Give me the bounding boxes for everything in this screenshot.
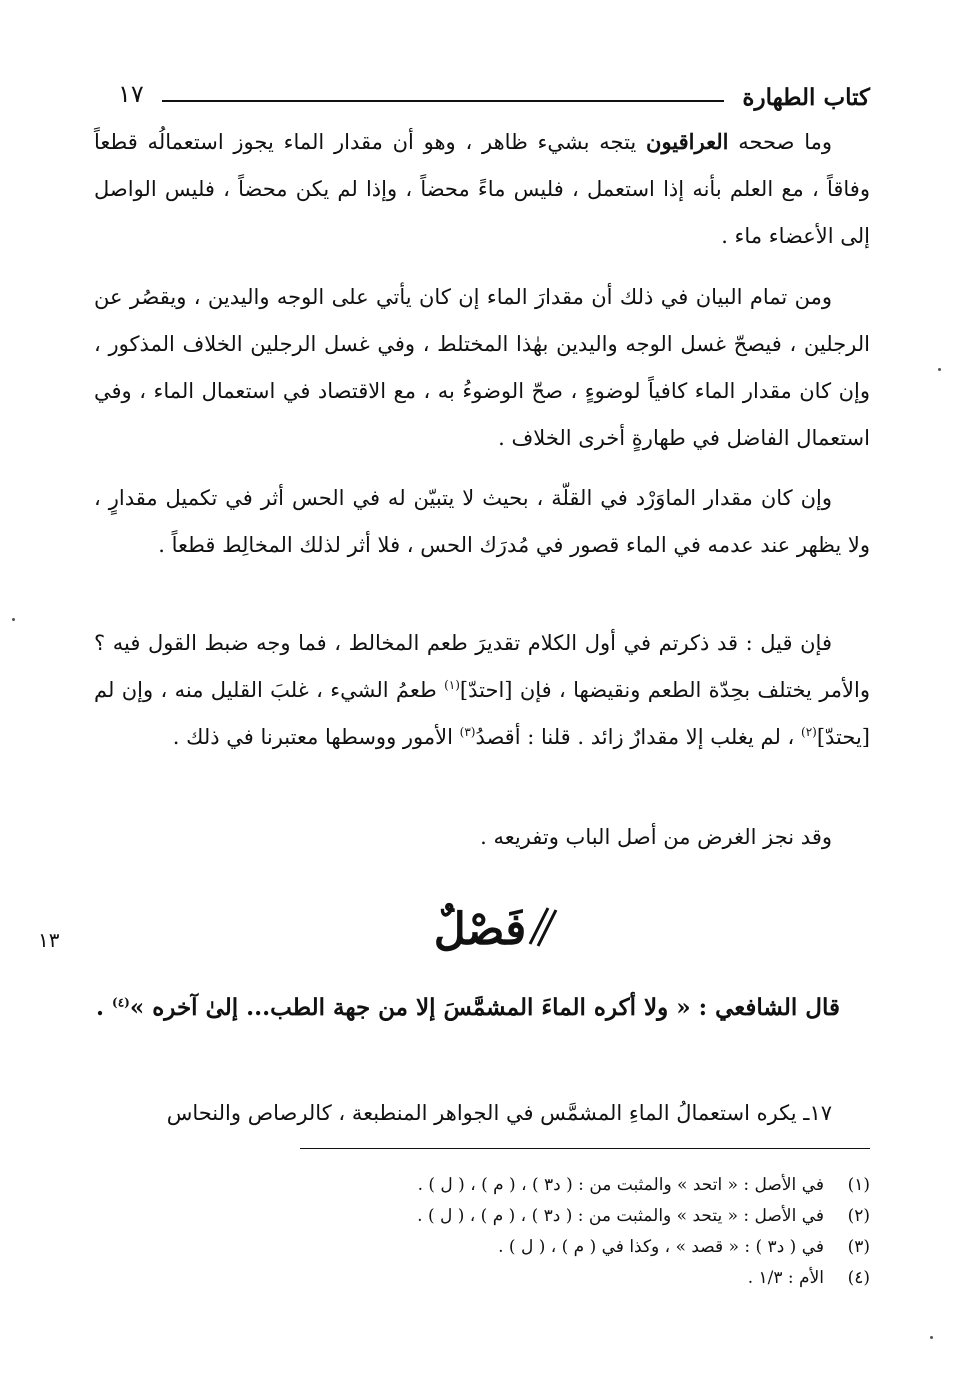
paragraph-17 [94,1090,870,1137]
paragraph-1-before: وما صححه [728,130,832,154]
footnote-number: (٣) [847,1237,870,1257]
footnote-ref-2[interactable]: (٢) [801,725,817,739]
quote-end: . [95,994,112,1021]
footnote-1 [417,1170,870,1201]
shafii-quote [94,982,870,1034]
paragraph-4 [94,620,870,761]
running-header-title: كتاب الطهارة [742,84,870,111]
footnotes-list [417,1170,870,1294]
scan-speck [938,368,941,371]
paragraph-4-part-3: ، لم يغلب إلا مقدارٌ زائد . قلنا : أقصدُ [475,725,802,749]
footnote-ref-4[interactable]: (٤) [112,995,130,1010]
footnote-4 [417,1263,870,1294]
footnote-text: في الأصل : « يتحد » والمثبت من : ( د٣ ) ، ( م ) ، ( ل ) . [417,1206,824,1226]
page-number: ١٧ [118,80,144,108]
paragraph-3-text: وإن كان مقدار الماوَرْد في القلّة ، بحيث لا يتبيّن له في الحس أثر في تكميل مقدارٍ ، ولا يظهر عند عدمه في الماء قصور في مُدرَك الحس ، فلا أثر لذلك المخالِط قطعاً . [94,486,870,557]
footnote-number: (٤) [847,1268,870,1288]
paragraph-5-text: وقد نجز الغرض من أصل الباب وتفريعه . [480,825,832,849]
paragraph-1 [94,118,870,260]
paragraph-2 [94,274,870,462]
paragraph-17-text: ١٧ـ يكره استعمالُ الماءِ المشمَّس في الجواهر المنطبعة ، كالرصاص والنحاس [166,1101,832,1125]
paragraph-1-bold-term: العراقيون [646,129,729,154]
margin-number: ١٣ [38,928,60,952]
paragraph-2-text: ومن تمام البيان في ذلك أن مقدارَ الماء إن كان يأتي على الوجه واليدين ، ويقصُر عن الرجلين ، فيصحّ غسل الوجه واليدين بهٰذا المختلط ، وفي غسل الرجلين الخلاف المذكور ، وإن كان مقدار الماء كافياً لوضوءٍ ، صحّ الوضوءُ به ، مع الاقتصاد في استعمال الماء ، وفي استعمال الفاضل في طهارةٍ أخرى الخلاف . [94,285,870,450]
quote-text: قال الشافعي : « ولا أكره الماءَ المشمَّسَ إلا من جهة الطب... إلىٰ آخره » [129,994,840,1021]
footnote-ref-1[interactable]: (١) [444,678,460,692]
paragraph-3 [94,475,870,569]
scan-speck [12,618,15,621]
footnote-number: (١) [847,1175,870,1195]
footnote-rule [300,1148,870,1149]
heading-flourish [530,908,556,946]
section-heading-calligraphy [380,886,580,966]
paragraph-4-part-4: الأمور ووسطها معتبرنا في ذلك . [172,725,460,749]
section-heading-text: فَصْلٌ [433,904,527,955]
footnote-text: في ( د٣ ) : « قصد » ، وكذا في ( م ) ، ( ل ) . [498,1237,824,1257]
footnote-number: (٢) [847,1206,870,1226]
header-rule [162,100,724,102]
paragraph-4-part-1: فإن قيل : قد ذكرتم في أول الكلام تقديرَ طعم المخالط ، فما وجه ضبط القول فيه ؟ والأمر يختلف بحِدّة الطعم ونقيضها ، فإن [احتدّ] [94,631,870,702]
footnote-text: الأم : ١/٣ . [747,1268,824,1288]
scan-speck [930,1336,933,1339]
footnote-ref-3[interactable]: (٣) [459,725,476,739]
paragraph-1-after: يتجه بشيء ظاهر ، وهو أن مقدار الماء يجوز استعمالُه قطعاً وفاقاً ، مع العلم بأنه إذا استعمل ، فليس ماءً محضاً ، وإذا لم يكن محضاً ، فليس الواصل إلى الأعضاء ماء . [94,130,870,248]
paragraph-5 [94,814,870,861]
paragraph-4-part-2: طعمُ الشيء ، غلبَ القليل منه ، وإن لم [يحتدّ] [94,678,870,749]
footnote-text: في الأصل : « اتحد » والمثبت من : ( د٣ ) ، ( م ) ، ( ل ) . [417,1175,824,1195]
footnote-2 [417,1201,870,1232]
footnote-3 [417,1232,870,1263]
